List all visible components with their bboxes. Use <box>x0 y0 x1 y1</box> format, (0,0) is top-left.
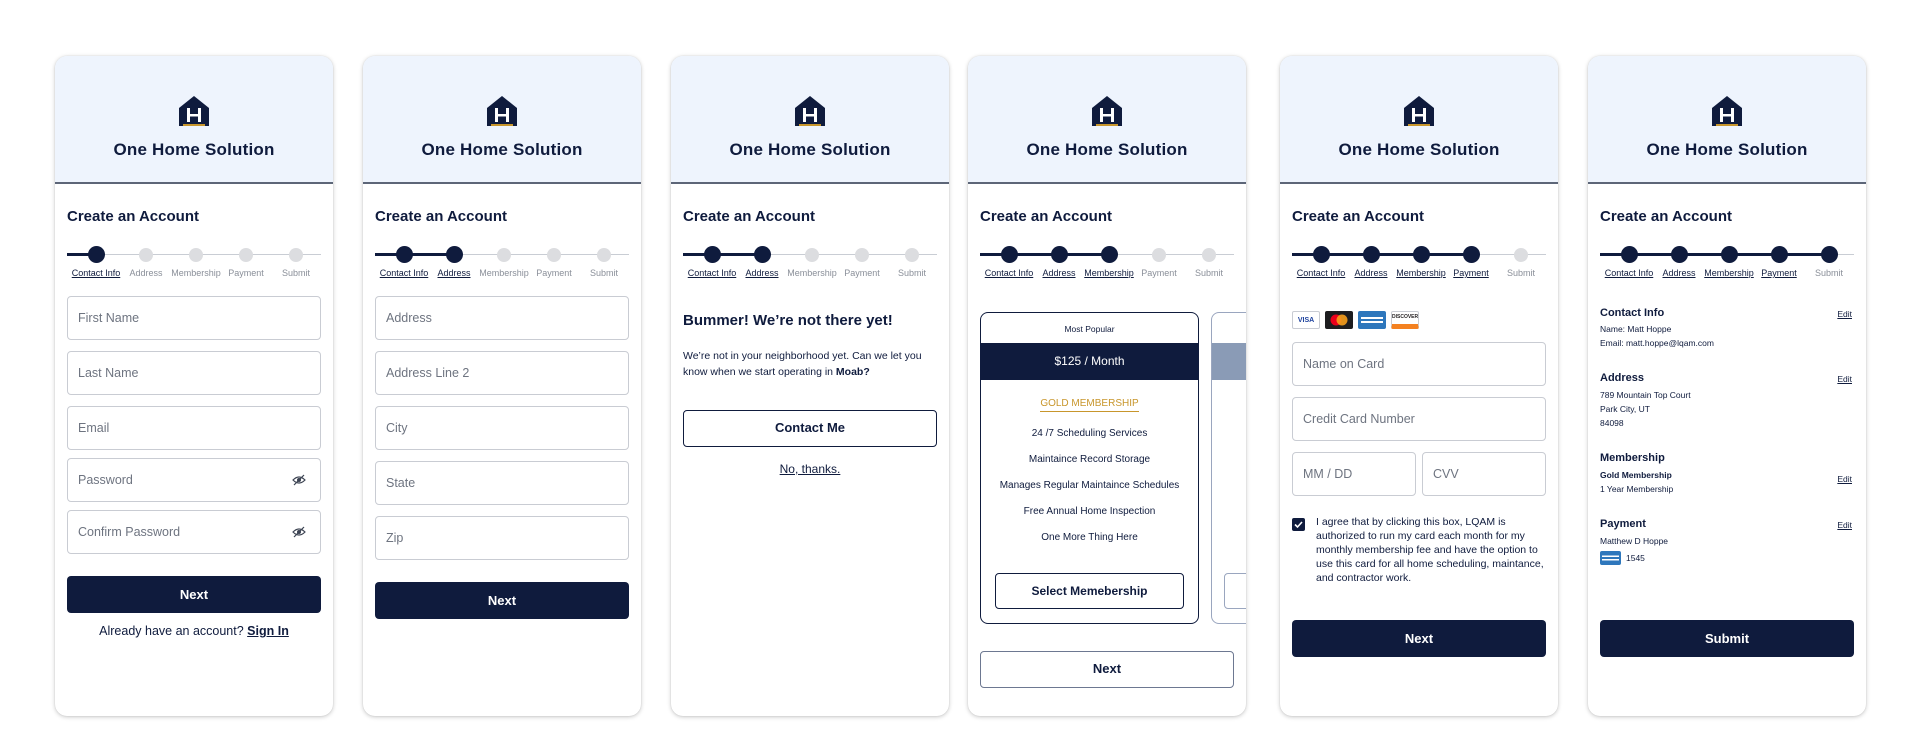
screen-payment <box>1280 56 1558 716</box>
contact-me-button[interactable]: Contact Me <box>683 410 937 447</box>
step-label: Membership <box>1396 268 1446 278</box>
step-dot <box>1363 246 1380 263</box>
step-label: Contact Info <box>687 268 737 278</box>
step-label: Address <box>745 268 779 278</box>
form-title: Create an Account <box>1292 208 1424 225</box>
screen-contact-info <box>55 56 333 716</box>
email-input[interactable] <box>67 406 321 450</box>
next-button[interactable]: Next <box>375 582 629 619</box>
step-dot <box>1771 246 1788 263</box>
house-logo-icon <box>485 94 519 128</box>
step-dot <box>754 246 771 263</box>
card-last4: 1545 <box>1626 553 1645 563</box>
discover-icon: DISCOVER <box>1391 311 1419 329</box>
step-label: Submit <box>1506 268 1536 278</box>
state-input[interactable] <box>375 461 629 505</box>
feature-item: 24 /7 Scheduling Services <box>1031 428 1148 439</box>
agree-text: I agree that by clicking this box, LQAM is authorized to run my card each month for my monthly membership fee and have the option to use this card for all home scheduling, maintance, and contractor work. <box>1316 516 1544 584</box>
membership-summary-heading: Membership <box>1600 452 1665 464</box>
notice-heading: Bummer! We’re not there yet! <box>683 312 893 329</box>
step-dot <box>597 248 611 262</box>
progress-stepper <box>375 248 629 278</box>
feature-item: Manages Regular Maintaince Schedules <box>999 480 1180 491</box>
step-dot <box>1721 246 1738 263</box>
step-label: Payment <box>536 268 572 278</box>
step-dot <box>1671 246 1688 263</box>
payment-name: Matthew D Hoppe <box>1600 536 1669 546</box>
eye-off-icon[interactable] <box>292 525 306 539</box>
feature-item: One More Thing Here <box>1041 532 1138 543</box>
step-dot <box>88 246 105 263</box>
name-on-card-placeholder: Name on Card <box>1303 357 1385 371</box>
step-dot <box>905 248 919 262</box>
brand-name: One Home Solution <box>1026 140 1188 159</box>
brand-name: One Home Solution <box>1338 140 1500 159</box>
form-title: Create an Account <box>980 208 1112 225</box>
eye-off-icon[interactable] <box>292 473 306 487</box>
next-plan-card-peek[interactable] <box>1211 312 1246 624</box>
step-dot <box>1821 246 1838 263</box>
step-label: Submit <box>1814 268 1844 278</box>
progress-stepper <box>1292 248 1546 278</box>
house-logo-icon <box>793 94 827 128</box>
signin-prompt <box>55 624 333 638</box>
app-header <box>1588 56 1866 184</box>
amex-icon <box>1358 311 1386 329</box>
screen-not-available <box>671 56 949 716</box>
next-button[interactable]: Next <box>1292 620 1546 657</box>
step-dot <box>855 248 869 262</box>
step-dot <box>805 248 819 262</box>
step-dot <box>1413 246 1430 263</box>
edit-address-link[interactable]: Edit <box>1837 374 1852 384</box>
feature-list <box>981 421 1198 551</box>
step-dot <box>139 248 153 262</box>
contact-summary <box>1600 322 1714 350</box>
cvv-input[interactable] <box>1422 452 1546 496</box>
notice-message <box>683 348 933 380</box>
brand-name: One Home Solution <box>729 140 891 159</box>
step-label: Membership <box>479 268 529 278</box>
next-button[interactable]: Next <box>67 576 321 613</box>
card-number-placeholder: Credit Card Number <box>1303 412 1415 426</box>
next-plan-price-bar <box>1212 343 1246 380</box>
city-placeholder: City <box>386 421 408 435</box>
house-logo-icon <box>177 94 211 128</box>
agree-checkbox[interactable] <box>1292 518 1305 531</box>
step-dot <box>1202 248 1216 262</box>
step-dot <box>189 248 203 262</box>
step-label: Address <box>129 268 163 278</box>
edit-contact-link[interactable]: Edit <box>1837 309 1852 319</box>
step-label: Address <box>1042 268 1076 278</box>
plan-price: $125 / Month <box>981 343 1198 380</box>
next-plan-select-button[interactable] <box>1224 573 1246 609</box>
screen-membership <box>968 56 1246 716</box>
house-logo-icon <box>1402 94 1436 128</box>
step-dot <box>1152 248 1166 262</box>
step-dot <box>547 248 561 262</box>
address-line2-input[interactable] <box>375 351 629 395</box>
password-input[interactable] <box>67 458 321 502</box>
brand-name: One Home Solution <box>1646 140 1808 159</box>
step-label: Membership <box>1704 268 1754 278</box>
address-line3: 84098 <box>1600 418 1624 428</box>
contact-email: Email: matt.hoppe@lqam.com <box>1600 338 1714 348</box>
step-label: Submit <box>281 268 311 278</box>
step-dot <box>446 246 463 263</box>
no-thanks-link[interactable]: No, thanks. <box>779 462 841 476</box>
state-placeholder: State <box>386 476 416 490</box>
step-label: Contact Info <box>379 268 429 278</box>
password-placeholder: Password <box>78 473 133 487</box>
edit-membership-link[interactable]: Edit <box>1837 474 1852 484</box>
amex-icon <box>1600 551 1621 565</box>
app-header <box>968 56 1246 184</box>
form-title: Create an Account <box>375 208 507 225</box>
zip-placeholder: Zip <box>386 531 404 545</box>
step-label: Address <box>437 268 471 278</box>
address-line2: Park City, UT <box>1600 404 1650 414</box>
step-label: Membership <box>171 268 221 278</box>
select-membership-button[interactable]: Select Memebership <box>995 573 1184 609</box>
brand-name: One Home Solution <box>421 140 583 159</box>
popular-badge: Most Popular <box>1064 324 1115 334</box>
name-on-card-input[interactable] <box>1292 342 1546 386</box>
cvv-placeholder: CVV <box>1433 467 1459 481</box>
step-label: Membership <box>787 268 837 278</box>
step-label: Contact Info <box>1604 268 1654 278</box>
signin-prompt-text: Already have an account? <box>99 624 244 638</box>
step-dot <box>497 248 511 262</box>
step-label: Payment <box>1453 268 1489 278</box>
confirm-password-input[interactable] <box>67 510 321 554</box>
app-header <box>1280 56 1558 184</box>
address-input[interactable] <box>375 296 629 340</box>
edit-payment-link[interactable]: Edit <box>1837 520 1852 530</box>
brand-name: One Home Solution <box>113 140 275 159</box>
step-label: Address <box>1354 268 1388 278</box>
membership-term: 1 Year Membership <box>1600 484 1674 494</box>
house-logo-icon <box>1090 94 1124 128</box>
membership-summary <box>1600 468 1673 496</box>
first-name-placeholder: First Name <box>78 311 140 325</box>
contact-summary-heading: Contact Info <box>1600 307 1665 319</box>
step-label: Payment <box>844 268 880 278</box>
step-label: Submit <box>897 268 927 278</box>
step-dot <box>289 248 303 262</box>
step-label: Contact Info <box>1296 268 1346 278</box>
email-placeholder: Email <box>78 421 110 435</box>
payment-summary <box>1600 534 1668 548</box>
step-dot <box>1051 246 1068 263</box>
house-logo-icon <box>1710 94 1744 128</box>
step-label: Payment <box>1761 268 1797 278</box>
address-summary-heading: Address <box>1600 372 1645 384</box>
mastercard-icon <box>1325 311 1353 329</box>
feature-item: Maintaince Record Storage <box>1028 454 1151 465</box>
city-input[interactable] <box>375 406 629 450</box>
address-summary <box>1600 388 1691 430</box>
step-dot <box>1621 246 1638 263</box>
form-title: Create an Account <box>67 208 199 225</box>
step-label: Payment <box>1141 268 1177 278</box>
submit-button[interactable]: Submit <box>1600 620 1854 657</box>
step-dot <box>396 246 413 263</box>
last-name-placeholder: Last Name <box>78 366 139 380</box>
step-label: Submit <box>1194 268 1224 278</box>
progress-stepper <box>67 248 321 278</box>
expiry-input[interactable] <box>1292 452 1416 496</box>
confirm-password-placeholder: Confirm Password <box>78 525 181 539</box>
payment-summary-heading: Payment <box>1600 518 1646 530</box>
progress-stepper <box>980 248 1234 278</box>
first-name-input[interactable] <box>67 296 321 340</box>
progress-stepper <box>683 248 937 278</box>
contact-name: Name: Matt Hoppe <box>1600 324 1672 334</box>
step-label: Membership <box>1084 268 1134 278</box>
app-header <box>363 56 641 184</box>
feature-item: Free Annual Home Inspection <box>1023 506 1156 517</box>
address-placeholder: Address <box>386 311 432 325</box>
progress-stepper <box>1600 248 1854 278</box>
step-label: Address <box>1662 268 1696 278</box>
membership-plan: Gold Membership <box>1600 470 1672 480</box>
expiry-placeholder: MM / DD <box>1303 467 1353 481</box>
form-title: Create an Account <box>683 208 815 225</box>
step-dot <box>1001 246 1018 263</box>
screen-review <box>1588 56 1866 716</box>
step-dot <box>1514 248 1528 262</box>
step-label: Payment <box>228 268 264 278</box>
address-line2-placeholder: Address Line 2 <box>386 366 470 380</box>
zip-input[interactable] <box>375 516 629 560</box>
step-dot <box>1101 246 1118 263</box>
step-dot <box>1313 246 1330 263</box>
step-label: Contact Info <box>984 268 1034 278</box>
step-dot <box>1463 246 1480 263</box>
next-button[interactable]: Next <box>980 651 1234 688</box>
last-name-input[interactable] <box>67 351 321 395</box>
membership-plan-card <box>980 312 1199 624</box>
screen-address <box>363 56 641 716</box>
step-dot <box>239 248 253 262</box>
plan-name: GOLD MEMBERSHIP <box>1040 398 1138 412</box>
form-title: Create an Account <box>1600 208 1732 225</box>
app-header <box>55 56 333 184</box>
notice-city: Moab? <box>835 366 870 378</box>
app-header <box>671 56 949 184</box>
card-number-input[interactable] <box>1292 397 1546 441</box>
notice-message-text: We’re not in your neighborhood yet. Can we let you know when we start operating in <box>683 350 922 378</box>
visa-icon: VISA <box>1292 311 1320 329</box>
step-label: Contact Info <box>71 268 121 278</box>
address-line1: 789 Mountain Top Court <box>1600 390 1691 400</box>
signin-link[interactable]: Sign In <box>247 624 289 638</box>
step-dot <box>704 246 721 263</box>
step-label: Submit <box>589 268 619 278</box>
